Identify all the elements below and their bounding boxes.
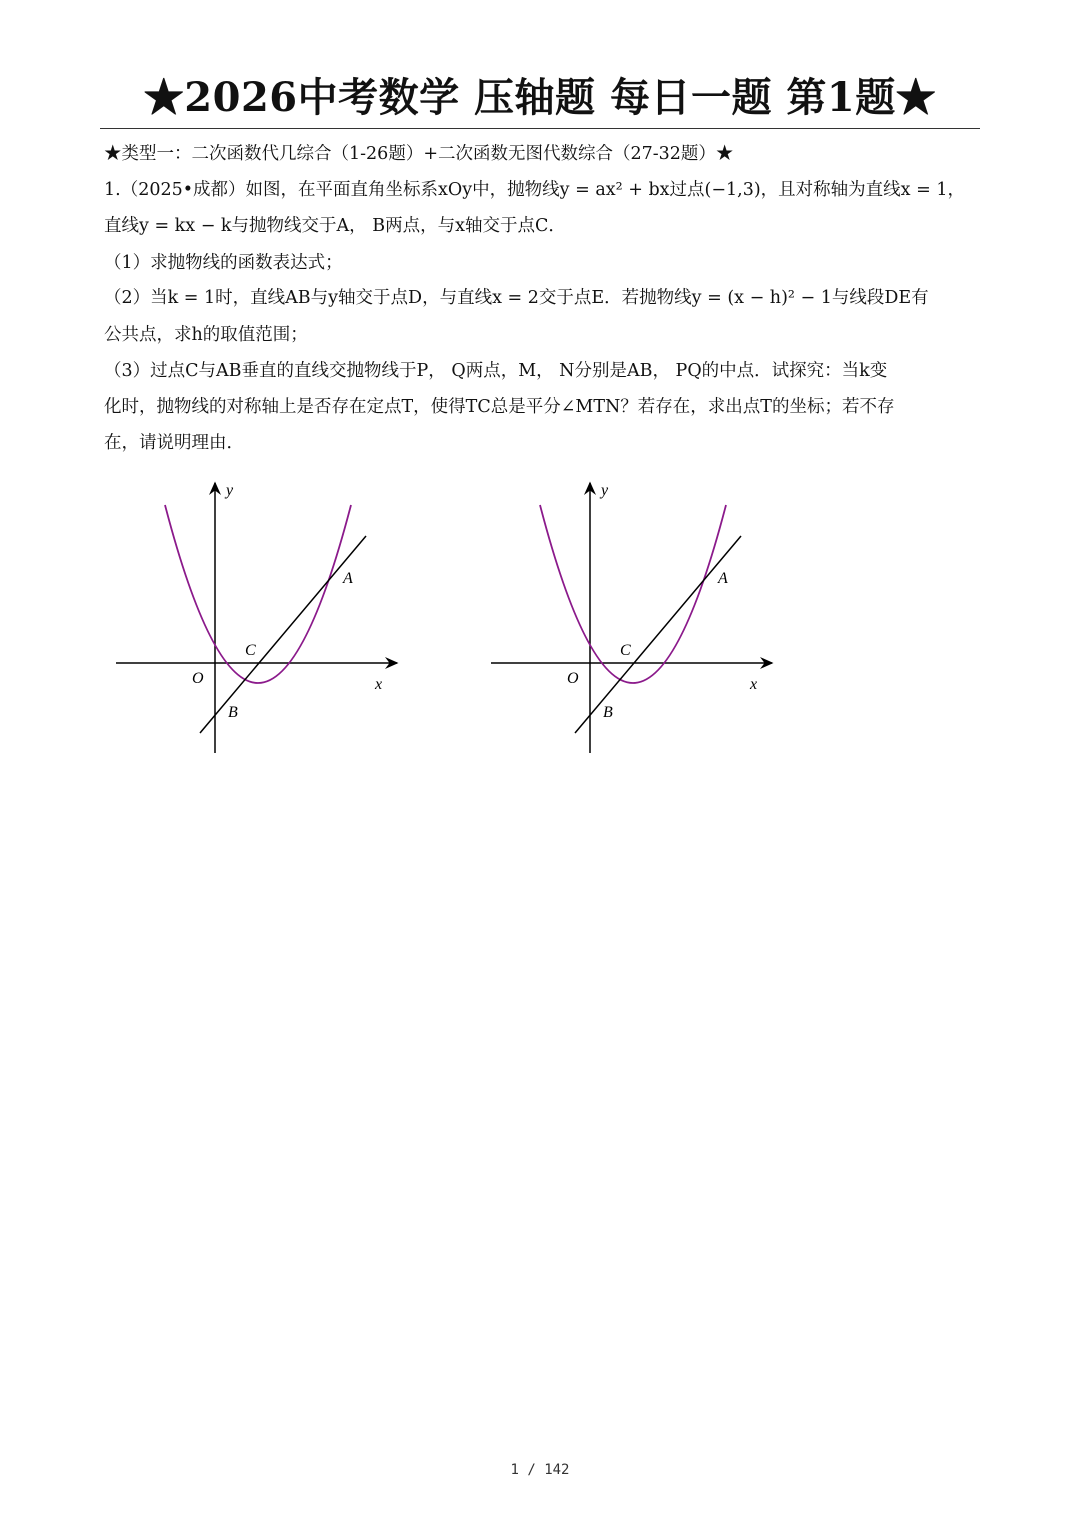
type-line: ★类型一：二次函数代几综合（1-26题）+二次函数无图代数综合（27-32题）★: [104, 144, 734, 164]
part-1: （1）求抛物线的函数表达式；: [104, 253, 343, 273]
problem-line-1: 1.（2025•成都）如图，在平面直角坐标系xOy中，抛物线y = ax² + bx过点(−1,3)，且对称轴为直线x = 1，: [104, 180, 965, 200]
label-a: A: [343, 570, 353, 587]
problem-line-2: 直线y = kx − k与抛物线交于A， B两点，与x轴交于点C．: [104, 216, 566, 236]
part-3-line-b: 化时，抛物线的对称轴上是否存在定点T，使得TC总是平分∠MTN？若存在，求出点T的坐标；若不存: [104, 397, 895, 417]
title-rule: [100, 128, 980, 129]
label-c: C: [620, 642, 631, 659]
figure-1: [110, 475, 410, 760]
page-footer: 1 / 142: [510, 1462, 570, 1478]
part-3-line-c: 在，请说明理由．: [104, 433, 244, 453]
label-x: x: [750, 676, 758, 693]
page-title: ★2026中考数学 压轴题 每日一题 第1题★: [143, 74, 937, 121]
line-ab: [200, 536, 366, 733]
label-b: B: [228, 704, 238, 721]
part-2-line-b: 公共点，求h的取值范围；: [104, 325, 308, 345]
label-x: x: [375, 676, 383, 693]
label-y: y: [601, 482, 609, 499]
figure-2: [485, 475, 785, 760]
label-y: y: [226, 482, 234, 499]
label-origin: O: [567, 670, 579, 687]
part-2-line-a: （2）当k = 1时，直线AB与y轴交于点D，与直线x = 2交于点E．若抛物线y = (x − h)² − 1与线段DE有: [104, 288, 929, 308]
label-a: A: [718, 570, 728, 587]
parabola-curve: [165, 505, 351, 683]
label-b: B: [603, 704, 613, 721]
parabola-curve: [540, 505, 726, 683]
part-3-line-a: （3）过点C与AB垂直的直线交抛物线于P， Q两点，M， N分别是AB， PQ的中点．试探究：当k变: [104, 361, 888, 381]
line-ab: [575, 536, 741, 733]
label-origin: O: [192, 670, 204, 687]
label-c: C: [245, 642, 256, 659]
